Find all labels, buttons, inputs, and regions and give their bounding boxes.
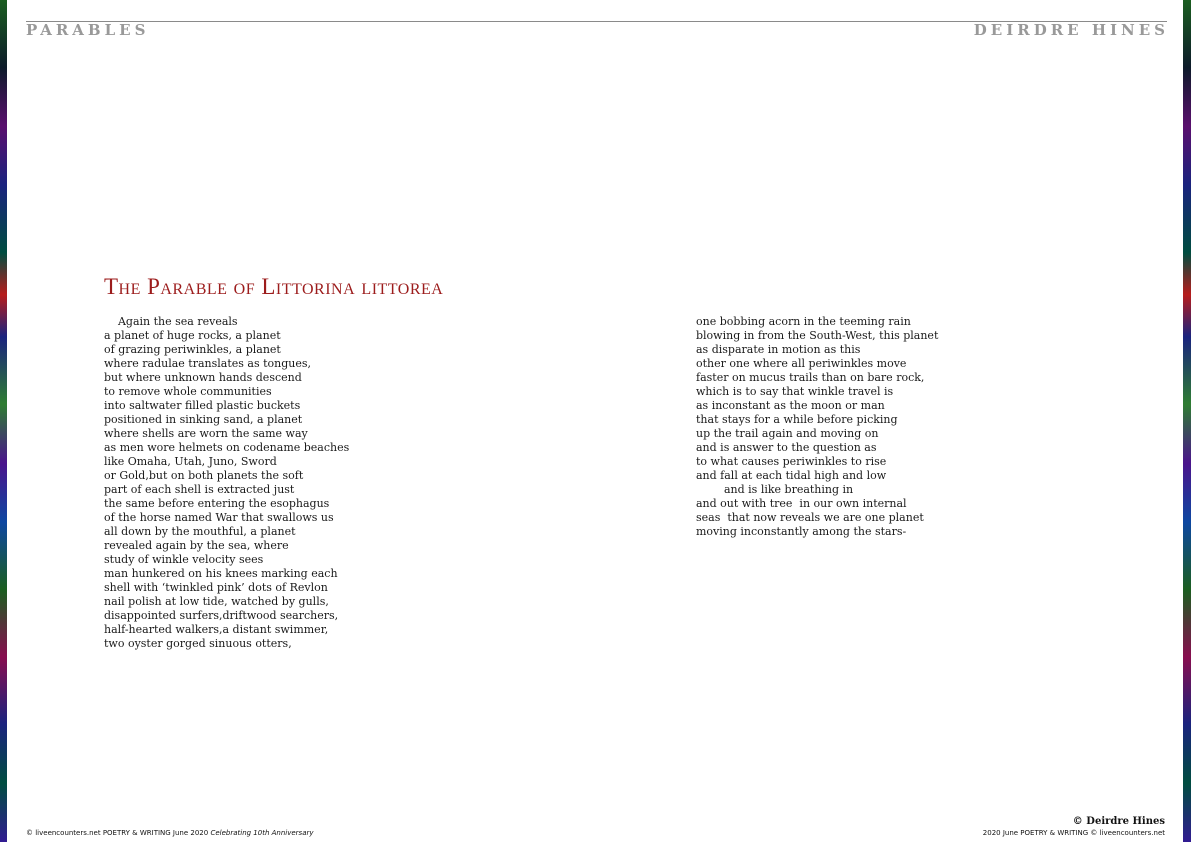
- section-title: PARABLES: [26, 21, 150, 39]
- poem-line: and out with tree in our own internal: [696, 497, 907, 510]
- poem-line: Again the sea reveals: [104, 315, 238, 328]
- poem-line: as men wore helmets on codename beaches: [104, 441, 350, 454]
- poem-line: moving inconstantly among the stars-: [696, 525, 907, 538]
- poem-column-1: [104, 315, 349, 651]
- footer-copyright: © Deirdre Hines: [1072, 816, 1165, 827]
- poem-line: the same before entering the esophagus: [104, 497, 330, 510]
- poem-line: nail polish at low tide, watched by gulls,: [104, 595, 329, 608]
- poem-line: two oyster gorged sinuous otters,: [104, 637, 292, 650]
- poem-line: of the horse named War that swallows us: [104, 511, 334, 524]
- poem-line: other one where all periwinkles move: [696, 357, 907, 370]
- footer-left-text: © liveencounters.net POETRY & WRITING June 2020: [26, 829, 209, 837]
- author-name: DEIRDRE HINES: [973, 21, 1169, 39]
- poem-line: that stays for a while before picking: [696, 413, 898, 426]
- poem-line: and fall at each tidal high and low: [696, 469, 887, 482]
- footer-right: 2020 June POETRY & WRITING © liveencounters.net: [982, 829, 1165, 837]
- poem-line: where radulae translates as tongues,: [104, 357, 312, 370]
- poem-line: half-hearted walkers,a distant swimmer,: [104, 623, 329, 636]
- poem-title: The Parable of Littorina littorea: [104, 274, 444, 299]
- poem-line: to remove whole communities: [104, 385, 272, 398]
- poem-line: all down by the mouthful, a planet: [104, 525, 296, 538]
- poem-line: shell with ‘twinkled pink’ dots of Revlon: [104, 581, 328, 594]
- poem-line: as disparate in motion as this: [696, 343, 861, 356]
- footer-left: [26, 829, 314, 837]
- poem-line: positioned in sinking sand, a planet: [104, 413, 303, 426]
- right-decorative-edge: [1183, 0, 1191, 842]
- poem-line: and is like breathing in: [696, 483, 854, 496]
- poem-line: but where unknown hands descend: [104, 371, 302, 384]
- poem-line: like Omaha, Utah, Juno, Sword: [104, 455, 277, 468]
- poem-line: a planet of huge rocks, a planet: [104, 329, 281, 342]
- footer-left-italic: Celebrating 10th Anniversary: [210, 829, 314, 837]
- poem-line: where shells are worn the same way: [104, 427, 308, 440]
- poem-line: man hunkered on his knees marking each: [104, 567, 338, 580]
- poem-line: to what causes periwinkles to rise: [696, 455, 887, 468]
- poem-line: faster on mucus trails than on bare rock,: [696, 371, 925, 384]
- poem-line: part of each shell is extracted just: [104, 483, 295, 496]
- left-decorative-edge: [0, 0, 7, 842]
- poem-line: blowing in from the South-West, this planet: [696, 329, 939, 342]
- poem-line: of grazing periwinkles, a planet: [104, 343, 281, 356]
- poem-line: up the trail again and moving on: [696, 427, 879, 440]
- poem-line: revealed again by the sea, where: [104, 539, 289, 552]
- poem-line: as inconstant as the moon or man: [696, 399, 885, 412]
- poem-line: disappointed surfers,driftwood searchers,: [104, 609, 339, 622]
- poem-line: into saltwater filled plastic buckets: [104, 399, 301, 412]
- poem-line: which is to say that winkle travel is: [696, 385, 894, 398]
- poem-line: study of winkle velocity sees: [104, 553, 264, 566]
- poem-line: seas that now reveals we are one planet: [696, 511, 924, 524]
- poem-line: and is answer to the question as: [696, 441, 877, 454]
- poem-line: or Gold,but on both planets the soft: [104, 469, 304, 482]
- poem-column-2: [696, 315, 938, 539]
- poem-line: one bobbing acorn in the teeming rain: [696, 315, 911, 328]
